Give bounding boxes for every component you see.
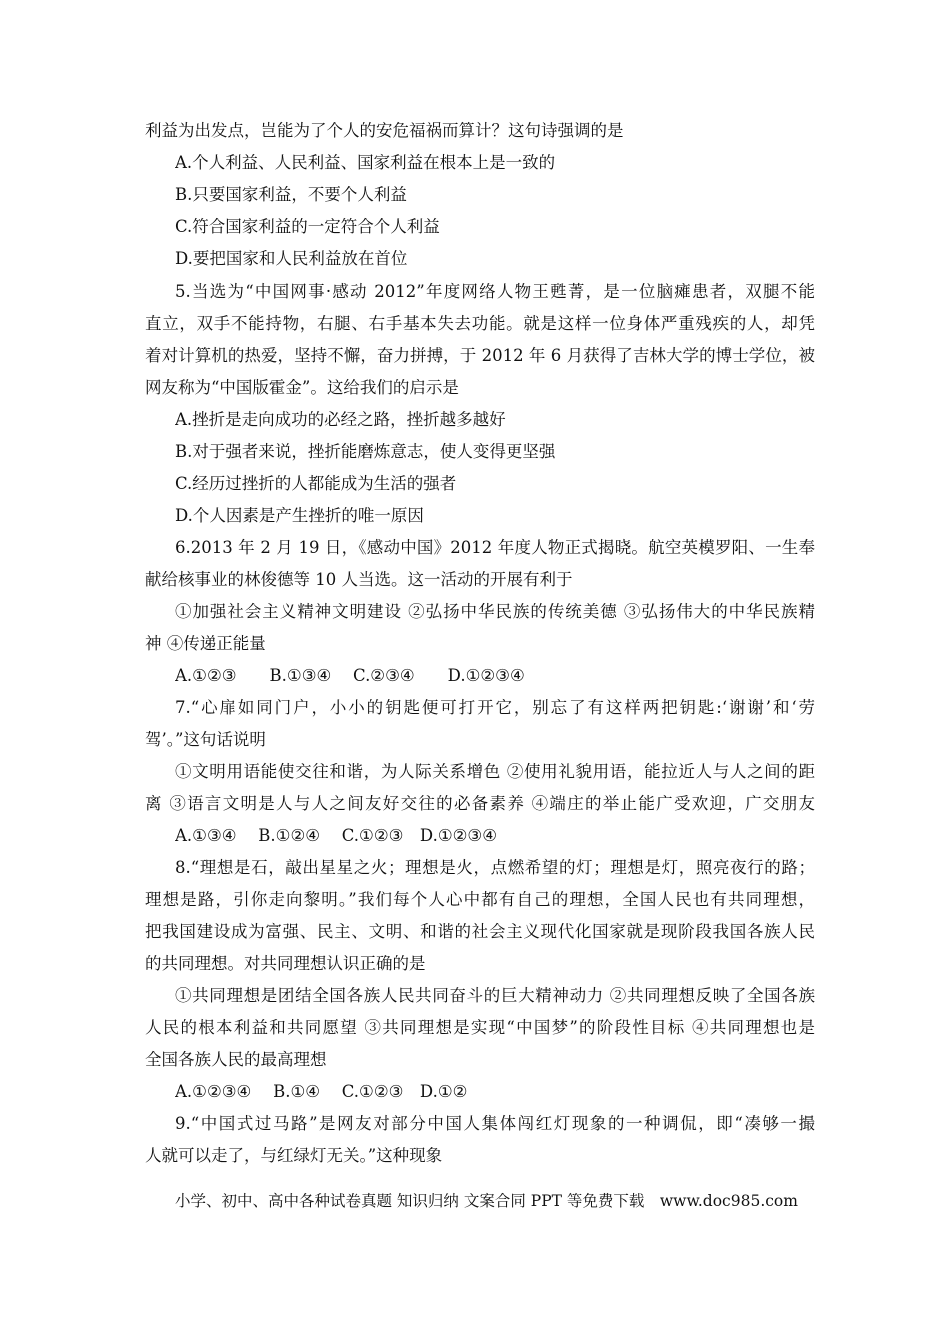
text-line: 神 ④传递正能量	[145, 634, 266, 653]
text-line: 献给核事业的林俊德等 10 人当选。这一活动的开展有利于	[145, 570, 573, 589]
answer-options: A.①②③④ B.①④ C.①②③ D.①②	[175, 1082, 468, 1101]
option-d: D.要把国家和人民利益放在首位	[175, 249, 408, 268]
option-c: C.符合国家利益的一定符合个人利益	[175, 217, 440, 236]
option-b: B.只要国家利益，不要个人利益	[175, 185, 407, 204]
text-line: 驾’。”这句话说明	[145, 730, 266, 749]
text-line: 直立，双手不能持物，右腿、右手基本失去功能。就是这样一位身体严重残疾的人，却凭	[145, 314, 815, 333]
answer-options: A.①③④ B.①②④ C.①②③ D.①②③④	[175, 826, 497, 845]
text-line: 理想是路，引你走向黎明。”我们每个人心中都有自己的理想，全国人民也有共同理想，	[145, 890, 815, 909]
option-d: D.个人因素是产生挫折的唯一原因	[175, 506, 424, 525]
option-c: C.经历过挫折的人都能成为生活的强者	[175, 474, 457, 493]
question-6-stem: 6.2013 年 2 月 19 日，《感动中国》2012 年度人物正式揭晓。航空英模罗阳、一生奉	[175, 538, 815, 557]
text-line: 着对计算机的热爱，坚持不懈，奋力拼搏，于 2012 年 6 月获得了吉林大学的博士学位，被	[145, 346, 815, 365]
answer-options: A.①②③ B.①③④ C.②③④ D.①②③④	[175, 666, 525, 685]
statement-list: ①加强社会主义精神文明建设 ②弘扬中华民族的传统美德 ③弘扬伟大的中华民族精	[175, 602, 815, 621]
text-line: 离 ③语言文明是人与人之间友好交往的必备素养 ④端庄的举止能广受欢迎，广交朋友	[145, 794, 815, 813]
text-line: 网友称为“中国版霍金”。这给我们的启示是	[145, 378, 459, 397]
option-b: B.对于强者来说，挫折能磨炼意志，使人变得更坚强	[175, 442, 556, 461]
text-line: 人就可以走了，与红绿灯无关。”这种现象	[145, 1146, 443, 1165]
text-line: 全国各族人民的最高理想	[145, 1050, 327, 1069]
question-5-stem: 5.当选为“中国网事·感动 2012”年度网络人物王甦菁，是一位脑瘫患者，双腿不能	[175, 282, 815, 301]
question-8-stem: 8.“理想是石，敲出星星之火；理想是火，点燃希望的灯；理想是灯，照亮夜行的路；	[175, 858, 815, 877]
statement-list: ①共同理想是团结全国各族人民共同奋斗的巨大精神动力 ②共同理想反映了全国各族	[175, 986, 815, 1005]
question-9-stem: 9.“中国式过马路”是网友对部分中国人集体闯红灯现象的一种调侃，即“凑够一撮	[175, 1114, 815, 1133]
option-a: A.挫折是走向成功的必经之路，挫折越多越好	[175, 410, 506, 429]
text-line: 利益为出发点，岂能为了个人的安危福祸而算计？这句诗强调的是	[145, 121, 624, 140]
text-line: 的共同理想。对共同理想认识正确的是	[145, 954, 426, 973]
statement-list: ①文明用语能使交往和谐，为人际关系增色 ②使用礼貌用语，能拉近人与人之间的距	[175, 762, 815, 781]
text-line: 把我国建设成为富强、民主、文明、和谐的社会主义现代化国家就是现阶段我国各族人民	[145, 922, 815, 941]
page-footer: 小学、初中、高中各种试卷真题 知识归纳 文案合同 PPT 等免费下载 www.doc985.com	[175, 1192, 798, 1210]
question-7-stem: 7.“心扉如同门户，小小的钥匙便可打开它，别忘了有这样两把钥匙:‘谢谢’和‘劳	[175, 698, 815, 717]
text-line: 人民的根本利益和共同愿望 ③共同理想是实现“中国梦”的阶段性目标 ④共同理想也是	[145, 1018, 815, 1037]
option-a: A.个人利益、人民利益、国家利益在根本上是一致的	[175, 153, 556, 172]
